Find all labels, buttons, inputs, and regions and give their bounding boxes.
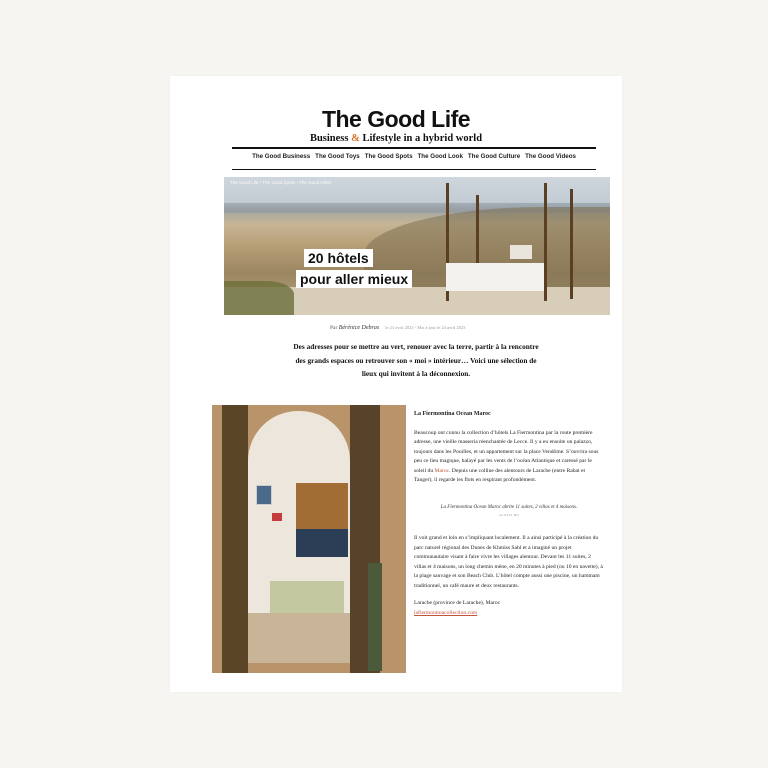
nav-top-rule — [232, 147, 596, 149]
statue — [368, 563, 382, 671]
article-body — [414, 410, 604, 618]
article-title-line1: 20 hôtels — [304, 249, 373, 267]
site-tagline: Business & Lifestyle in a hybrid world — [309, 133, 483, 144]
rug — [270, 581, 344, 613]
nav-item-culture[interactable]: The Good Culture — [467, 153, 521, 160]
author-name[interactable]: Bérénice Debras — [338, 325, 380, 331]
hero-image — [224, 177, 610, 315]
article-paragraph: Beaucoup ont connu la collection d’hôtels La Fiermontina par la route première adresse, une vieille masseria réenchantée de Lecce. Il y a eu ensuite un palazzo, toujours dans les Pouilles, et un appartement sur la place Vendôme. S’ouvrira sous peu ce lieu magique, balayé par les vents de l’océan Atlantique et caressé par le soleil du Maroc. Depuis une colline des alentours de Larache (entre Rabat et Tanger), il regarde les flots en respirant profondément. — [414, 429, 599, 483]
lamp — [272, 513, 282, 521]
article-paragraph: Il voit grand et loin en s’impliquant localement. Il a ainsi participé à la création du parc naturel régional des Dunes de Khmiss Sahl et a imaginé un projet communautaire visant à faire vivre les villages alentour. Devant les 11 suites, 2 villas et 4 maisons, un long chemin mène, en 20 minutes à pied (ou 10 en navette), à la plage sauvage et son Beach Club. L’hôtel compte aussi une piscine, un hammam traditionnel, un café maure et deux restaurants. — [414, 535, 603, 589]
photo-caption: La Fiermontina Ocean Maroc abrite 11 suites, 2 villas et 4 maisons. — [440, 504, 578, 510]
breadcrumb[interactable]: The Good Life › The Good Spots › The Good Hôtel — [230, 180, 331, 185]
nav-item-spots[interactable]: The Good Spots — [364, 153, 413, 160]
hero-pillow — [510, 245, 532, 259]
nav-item-business[interactable]: The Good Business — [252, 153, 311, 160]
magazine-page — [170, 76, 622, 692]
door-frame-left — [222, 405, 248, 673]
nav-item-toys[interactable]: The Good Toys — [315, 153, 360, 160]
nav-item-look[interactable]: The Good Look — [417, 153, 463, 160]
site-logo[interactable]: The Good Life — [321, 106, 471, 132]
masthead — [170, 106, 622, 146]
nav-item-videos[interactable]: The Good Videos — [525, 153, 576, 160]
hotel-name: La Fiermontina Ocean Maroc — [414, 411, 491, 417]
publish-date: le 21 avril 2023 - Mis à jour le 24 avril 2023 — [385, 325, 466, 330]
bed-post — [544, 183, 547, 301]
morocco-link[interactable]: Maroc — [434, 467, 450, 474]
article-title-line2: pour aller mieux — [296, 270, 412, 288]
nav-bottom-rule — [232, 169, 596, 170]
article-lead: Des adresses pour se mettre au vert, renouer avec la terre, partir à la rencontre des grands espaces ou retrouver son « moi » intérieur… Voici une sélection de lieux qui invitent à la déconnexion. — [293, 342, 539, 378]
headboard — [296, 483, 348, 529]
photo-credit: ALEXIS HO — [498, 512, 520, 517]
main-nav — [232, 153, 596, 160]
article-title — [300, 249, 412, 288]
hero-bed — [446, 263, 544, 291]
hotel-website-link[interactable]: lafiermontinacollection.com — [414, 609, 478, 616]
wall-painting — [256, 485, 272, 505]
bed-post — [570, 189, 573, 299]
photo-bed — [296, 529, 348, 557]
floor — [248, 613, 350, 663]
byline: Par Bérénice Debras le 21 avril 2023 - Mis à jour le 24 avril 2023 — [330, 325, 466, 331]
hero-bush — [224, 281, 294, 315]
hotel-location: Larache (province de Larache), Maroc — [414, 600, 501, 606]
hotel-photo — [212, 405, 406, 673]
